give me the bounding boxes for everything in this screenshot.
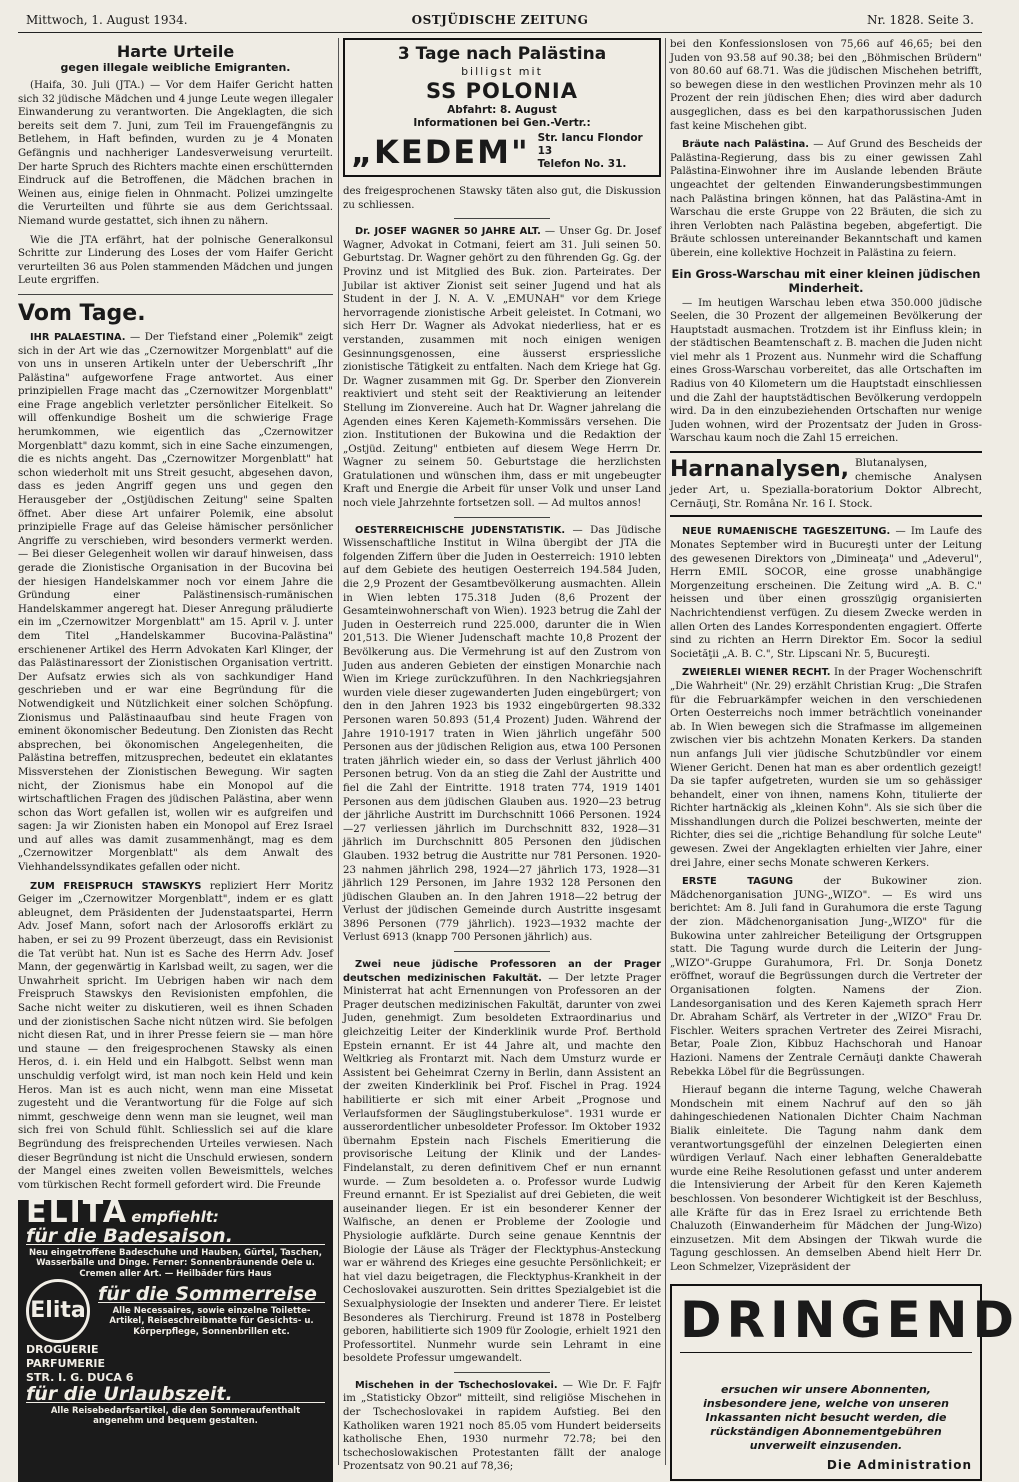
elita-slogan-urlaubszeit: für die Urlaubszeit. [26,1388,325,1403]
article-wiener-recht [670,666,982,870]
kedem-advertisement [343,38,661,177]
article-gross-warschau-title: Ein Gross-Warschau mit einer kleinen jüdischen Minderheit. [671,266,981,295]
divider [454,1372,549,1373]
header-date: Mittwoch, 1. August 1934. [26,13,188,27]
article-freispruch-continued: des freigesprochenen Stawsky täten also gut, die Diskussion zu schliessen. [343,186,661,211]
article-wagner [343,225,661,510]
article-judenstatistik-text: — Das Jüdische Wissenschaftliche Institut in Wilna übergibt der JTA die folgenden Ziffern über die Juden in Oesterreich: 1910 lebten auf dem Gebiete des heutigen Oesterreich 194.584 Juden, die 2,9 Prozent der Gesamtbevölkerung ausmachten. Allein in Wien lebten 175.318 Juden (8,6 Prozent der Gesamteinwohnerschaft von Wien). 1923 betrug die Zahl der Juden in Oesterreich rund 225.000, darunter die in Wien 201,513. Die Wiener Judenschaft machte 10,8 Prozent der Bevölkerung aus. Die Vermehrung ist auf den Zustrom von Juden aus anderen Gebieten der einstigen Monarchie nach Wien im Kriege zurückzuführen. In den Nachkriegsjahren wurden viele dieser zugewanderten Juden eingebürgert; von den in den Jahren 1923 bis 1932 eingebürgerten 98.332 Personen waren 50.893 (51,4 Prozent) Juden. Während der Jahre 1910-1917 traten in Wien jährlich ungefähr 500 Personen aus der jüdischen Religion aus, etwa 100 Personen traten jährlich wieder ein, so dass der Verlust jährlich 400 Personen betrug. Von da an stieg die Zahl der Austritte und fiel die Zahl der Eintritte. 1918 traten 774, 1919 1401 Personen aus dem jüdischen Glauben aus. 1920—23 betrug der jährliche Austritt im Durchschnitt 1066 Personen. 1924—27 verliessen jährlich im Durchschnitt 832, 1928—31 jährlich im Durchschnitt 805 Personen den jüdischen Glauben. 1932 betrug die Austritte nur 781 Personen. 1920-23 nahmen jährlich 298, 1924—27 jährlich 173, 1928—31 jährlich 129 Personen, im Jahre 1932 128 Personen den jüdischen Glauben an. In den Jahren 1918—22 betrug der Verlust der jüdischen Gemeinde durch Austritte insgesamt 3896 Personen (779 jährlich). 1923—1932 machte der Verlust 6913 (knapp 700 Personen jährlich) aus. [343,524,661,944]
elita-empfiehlt: empfiehlt: [131,1208,219,1227]
article-harte-urteile-title: Harte Urteile [116,42,235,61]
kedem-departure: Abfahrt: 8. August [447,104,557,116]
article-freispruch-keyword: ZUM FREISPRUCH STAWSKYS [30,880,202,892]
article-judenstatistik [343,524,661,945]
article-freispruch-text: repliziert Herr Moritz Geiger im „Czernowitzer Morgenblatt", indem er es glatt ableugnet, dem Präsidenten der Judenstaatspartei, Herrn Adv. Josef Mann, sofort nach der Arlosoroffs erklärt zu haben, er sei zu 99 Prozent überzeugt, dass ein Revisionist die Tat verübt hat. Nun ist es Sache des Herrn Adv. Josef Mann, der gegenwärtig in Karlsbad weilt, zu sagen, wer die Unwahrheit spricht. Im Uebrigen haben wir nach dem Freispruch Stawskys den Revisionisten empfohlen, die Sache nicht weiter zu diskutieren, weil es ihnen Schaden und der zionistischen Sache nicht nützen wird. Sie befolgen nicht diesen Rat, und in ihrer Presse feiern sie — man höre und staune — den freigesprochenen Stawsky als einen Heros, d. i. ein Held und ein Halbgott. Selbst wenn man unschuldig verfolgt wird, ist man noch kein Held und kein Heros. Man ist es auch nicht, wenn man eine Missetat zugesteht und die Verantwortung für die Folge auf sich nimmt, geschweige denn wenn man sie leugnet, weil man sich frei von Schuld fühlt. Schliesslich sei auf die klare Begründung des freisprechenden Urteiles verwiesen. Nach dieser Begründung ist nicht die Unschuld erwiesen, sondern der Mangel eines zweiten vollen Beweismittels, welches vom türkischen Recht formell gefordert wird. Die Freunde [18,880,333,1191]
elita-slogan-badesaison: für die Badesaison. [26,1230,325,1245]
article-wagner-text: — Unser Gg. Dr. Josef Wagner, Advokat in Cotmani, feiert am 31. Juli seinen 50. Geburtstag. Dr. Wagner gehört zu den führenden Gg. Gg. der Provinz und ist Mitglied des Buk. zion. Parteirates. Der Jubilar ist aktiver Zionist seit seiner Jugend und hat als Student in der J. N. A. V. „EMUNAH" vor dem Kriege hervorragende zionistische Arbeit geleistet. In Cotmani, wo sich Herr Dr. Wagner als Advokat niederliess, hat er es verstanden, zusammen mit noch einigen wenigen Gesinnungsgenossen, eine äusserst erspriessliche zionistische Tätigkeit zu entfalten. Nach dem Kriege hat Gg. Dr. Wagner zusammen mit Gg. Dr. Sperber den Zionverein reaktiviert und steht seit der Reaktivierung an leitender Stellung im Zionvereine. Auch hat Dr. Wagner jahrelang die Agenden eines Keren Kajemeth-Kommissärs versehen. Die zion. Institutionen der Bukowina und die Redaktion der „Ostjüd. Zeitung" entbieten auf diesem Wege Herrn Dr. Wagner zu seinem 50. Geburtstage die herzlichsten Gratulationen und wünschen ihm, dass er mit ungebeugter Kraft und Energie die Arbeit für unser Volk und unser Land noch viele Jahrzehnte fortsetzen soll. — Ad multos annos! [343,226,661,510]
column-2 [343,38,661,1473]
column-rule-1 [338,38,339,1465]
kedem-address: Str. Iancu Flondor 13 [537,132,643,157]
kedem-ship-name: SS POLONIA [426,79,578,103]
elita-text-3: Alle Reisebedarfsartikel, die den Sommeraufenthalt angenehm und bequem gestalten. [50,1405,301,1427]
article-tageszeitung [670,525,982,661]
harnanalysen-heading: Harnanalysen, [670,457,850,483]
article-judenstatistik-keyword: OESTERREICHISCHE JUDENSTATISTIK. [355,524,566,536]
dringend-title: DRINGEND [680,1292,972,1353]
dringend-notice [670,1284,1019,1481]
article-professoren-text: — Der letzte Prager Ministerrat hat acht Ernennungen von Professoren an der Prager deutschen medizinischen Fakultät, darunter von zwei Juden, genehmigt. Zum besoldeten Extraordinarius und gleichzeitig Leiter der Kinderklinik wurde Prof. Berthold Epstein ernannt. Er ist 44 Jahre alt, und machte den Weltkrieg als Frontarzt mit. Nach dem Umsturz wurde er Assistent bei Geheimrat Czerny in Berlin, dann Assistent an der zweiten Kinderklinik bei Prof. Fischel in Prag. 1924 habilitierte er sich mit einer Arbeit „Prognose und Verlaufsformen der Säuglingstuberkulose". 1931 wurde er ausserordentlicher unbesoldeter Professor. Im Oktober 1932 übernahm Epstein nach Fischels Emeritierung die provisorische Leitung der Klinik und der Landes-Findelanstalt, zu deren definitivem Chef er nun ernannt wurde. — Zum besoldeten a. o. Professor wurde Ludwig Freund ernannt. Er ist Spezialist auf drei Gebieten, die weit auseinander liegen. Er ist ein besonderer Kenner der Walfische, an denen er Probleme der Zoologie und Physiologie aufklärte. Durch seine genaue Kenntnis der Biologie der Läuse als Träger der Flecktyphus-Ansteckung war er während des Krieges eine gesuchte Persönlichkeit; er hat viel dazu beigetragen, die Flecktyphus-Krankheit in der Cechoslovakei auszurotten. Sein drittes Spezialgebiet ist die Sexualphysiologie der Insekten und anderer Tiere. Er leistet Besonderes als Tierchirurg. Freund ist 1878 in Postelberg geboren, habilitierte sich 1909 für Zoologie, erhielt 1921 den Professortitel. Nunmehr wurde sein Lehramt in eine besoldete Professur umgewandelt. [343,972,661,1365]
article-erste-tagung-text: der Bukowiner zion. Mädchenorganisation JUNG-„WIZO". — Es wird uns berichtet: Am 8. Juli fand in Gurahumora die erste Tagung der zion. Mädchenorganisation Jung-„WIZO" für die Bukowina unter zahlreicher Beteiligung der Ortsgruppen statt. Die Tagung wurde durch die Leiterin der Jung-„WIZO"-Gruppe Gurahumora, Frl. Dr. Sonja Donetz eröffnet, worauf die Begrüssungen durch die Vertreter der Organisationen folgten. Namens der Zion. Landesorganisation und des Keren Kajemeth sprach Herr Dr. Abraham Schärf, als Vertreter in der „WIZO" Frau Dr. Fischler. Weiters sprachen Vertreter des Zeirei Misrachi, Betar, Poale Zion, Kibbuz Hachschorah und Hanoar Hazioni. Namens der Zentrale Cernăuţi dankte Chawerah Rebekka Löbel für die Begrüssungen. [670,876,983,1078]
article-erste-tagung [670,875,982,1079]
kedem-brand: „KEDEM" [351,132,530,171]
article-mischehen-continued: bei den Konfessionslosen von 75,66 auf 46,65; bei den Juden von 93.58 auf 90.38; bei den „Böhmischen Brüdern" von 80.60 auf 68.71. Was die jüdischen Mischehen betrifft, so bewegen diese in den westlichen Provinzen mehr als 10 Prozent der rein jüdischen Ehen; dies wird aber dadurch ausgeglichen, dass es bei den karpathorussischen Juden fast keine Mischehen gibt. [670,39,982,132]
article-ihr-palaestina [18,331,333,875]
article-harte-urteile-subtitle: gegen illegale weibliche Emigranten. [60,61,291,74]
article-professoren-title: Zwei neue jüdische Professoren an der Prager deutschen medizinischen Fakultät. [343,959,661,984]
page-header [18,10,982,33]
divider [454,951,549,952]
article-braeute-text: — Auf Grund des Bescheids der Palästina-Regierung, dass bis zu einer gewissen Zahl Palästina-Einwohner ihre im Auslande lebenden Bräute ungeachtet der geltenden Einwanderungsbestimmungen nach Palästina bringen können, hat das Palästina-Amt in Warschau die erste Gruppe von 22 Bräuten, die sich zu ihren Verlobten nach Palästina begeben, abgefertigt. Die Bräute schlossen untereinander Bekanntschaft und kamen überein, eine kollektive Hochzeit in Palästina zu feiern. [670,139,982,259]
elita-advertisement [18,1195,333,1482]
kedem-info: Informationen bei Gen.-Vertr.: [413,117,591,129]
article-braeute [670,138,982,260]
kedem-phone: Telefon No. 31. [537,158,627,170]
article-mischehen-title: Mischehen in der Tschechoslovakei. [355,1379,558,1391]
elita-logo-icon: Elita [26,1279,90,1343]
elita-brand: ELITA [26,1195,129,1231]
article-freispruch-stawskys [18,880,333,1193]
header-issue-page: Nr. 1828. Seite 3. [866,13,974,27]
article-gross-warschau-text: — Im heutigen Warschau leben etwa 350.000 jüdische Seelen, die 30 Prozent der allgemeinen Bevölkerung der Hauptstadt ausmachen. Trotzdem ist ihr Einfluss klein; in der städtischen Beamtenschaft z. B. machen die Juden nicht viel mehr als 1 Prozent aus. Nunmehr wird die Schaffung eines Gross-Warschau vorbereitet, das alle Ortschaften im Radius von 40 Kilometern um die Hauptstadt einschliessen und die Zahl der hauptstädtischen Bevölkerung verdoppeln wird. Da in den einzubeziehenden Ortschaften nur wenige Juden wohnen, wird der Prozentsatz der Juden in Gross-Warschau kaum noch die Zahl 15 erreichen. [670,297,982,445]
article-professoren [343,958,661,1366]
article-wiener-recht-text: In der Prager Wochenschrift „Die Wahrheit" (Nr. 29) erzählt Christian Krug: „Die Strafen für die Februarkämpfer weichen in den verschiedenen Orten Oesterreichs noch immer beträchtlich voneinander ab. In Wien bewegen sich die Strafmasse im allgemeinen zwischen vier bis achtzehn Monaten Kerkers. Da standen nun anfangs Juli vier jüdische Schutzbündler vor einem Wiener Gericht. Denen hat man es aber ordentlich gezeigt! Da sie tapfer aufgetreten, wurden sie um so gehässiger behandelt, einer von ihnen, namens Kohn, titulierte der Richter hartnäckig als „kleinen Kohn". Als sie sich über die Misshandlungen durch die Polizei beschwerten, meinte der Richter, dies sei die „richtige Behandlung für solche Leute" gewesen. Zwei der Angeklagten erhielten vier Jahre, einer drei Jahre, einer sechs Monate schweren Kerkers. [670,667,982,869]
article-wagner-keyword: Dr. JOSEF WAGNER 50 JAHRE ALT. [355,226,541,238]
article-tageszeitung-keyword: NEUE RUMAENISCHE TAGESZEITUNG. [682,526,891,538]
dringend-message: ersuchen wir unsere Abonnenten, insbesondere jene, welche von unseren Inkassanten nicht besucht werden, die rückständigen Abonnementgebühren unverweilt einzusenden. [703,1383,949,1453]
article-ihr-palaestina-keyword: IHR PALAESTINA. [30,331,126,343]
elita-store-address: STR. I. G. DUCA 6 [26,1371,134,1384]
elita-logo-row [26,1279,325,1343]
article-mischehen [343,1379,661,1474]
divider [454,517,549,518]
elita-store-1: DROGUERIE [26,1343,99,1356]
kedem-billigst: billigst mit [461,65,543,78]
harnanalysen-advertisement [670,451,982,517]
article-erste-tagung-keyword: ERSTE TAGUNG [682,876,793,888]
rubric-vom-tage: Vom Tage. [18,300,146,326]
article-ihr-palaestina-text: — Der Tiefstand einer „Polemik" zeigt sich in der Art wie das „Czernowitzer Morgenblatt" auf die von uns in unseren Artikeln unter der Ueberschrift „Ihr Palästina" aufgeworfene Frage antwortet. Aus einer prinzipiellen Frage macht das „Czernowitzer Morgenblatt" eine Frage angeblich verletzter persönlicher Eitelkeit. So will offenkundige Bosheit um die schwierige Frage herumkommen, wie eigentlich das „Czernowitzer Morgenblatt" dazu kommt, sich in eine Sache einzumengen, die es nichts angeht. Das „Czernowitzer Morgenblatt" hat schon wiederholt mit uns Streit gesucht, abgesehen davon, dass es jeden Angriff gegen uns und gegen den Herausgeber der „Ostjüdischen Zeitung" seine Spalten öffnet. Aber diese Art unfairer Polemik, eine absolut prinzipielle Frage auf das Geleise hämischer persönlicher Angriffe zu verschieben, wird besonders vermerkt werden. — Bei dieser Gelegenheit wollen wir darauf hinweisen, dass gerade die Zionistische Organisation in der Bucovina bei der hiesigen Handelskammer noch vor einem Jahre die Gründung einer Palästinensisch-rumänischen Handelskammer angeregt hat. Dieser Anregung präludierte ein im „Czernowitzer Morgenblatt" am 15. April v. J. unter dem Titel „Handelskammer Bucovina-Palästina" erschienener Artikel des Herrn Advokaten Karl Klinger, der das Palästinaressort der Zionistischen Organisation vertritt. Der Aufsatz erwies sich als von sachkundiger Hand geschrieben und er war eine Begründung für die Notwendigkeit und Nützlichkeit einer solchen Schöpfung. Zionismus und Palästinaaufbau sind heute Fragen von eminent ökonomischer Bedeutung. Den Zionisten das Recht absprechen, bei ökonomischen Angelegenheiten, die Palästina betreffen, mitzusprechen, bedeutet ein eklatantes Missverstehen der Zionistischen Bewegung. Wir sagten nicht, der Zionismus habe ein Monopol auf die wirtschaftlichen Fragen des jüdischen Palästina, aber wenn schon das Wort gefallen ist, wollen wir es aufgreifen und sagen: Ja wir Zionisten haben ein Monopol auf Erez Israel und auf alles was damit zusammenhängt, mag es dem „Czernowitzer Morgenblatt" als dem Anwalt des Viehhandelssyndikates gefallen oder nicht. [18,331,333,874]
header-paper-name: OSTJÜDISCHE ZEITUNG [411,13,589,27]
article-harte-urteile-p2: Wie die JTA erfährt, hat der polnische Generalkonsul Schritte zur Linderung des Loses der vom Haifer Gericht verurteilten 36 aus Polen stammenden Mädchen und jungen Leute ergriffen. [18,234,333,287]
dringend-signature: Die Administration [826,1458,972,1473]
elita-text-2: Alle Necessaires, sowie einzelne Toilette-Artikel, Reiseschreibmatte für Gesichts- u. Körperpflege, Sonnenbrillen etc. [109,1305,314,1337]
article-mischehen-text: — Wie Dr. F. Fajfr im „Statisticky Obzor" mitteilt, sind religiöse Mischehen in der Tschechoslovakei in rapidem Aufstieg. Bei den Katholiken waren 1921 noch 85.05 vom Hundert beiderseits katholische Ehen, 1930 nurmehr 72.78; bei den tschechoslowakischen Protestanten fällt der analoge Prozentsatz von 90.21 auf 78,36; [343,1379,661,1473]
harnanalysen-text: Blutanalysen, chemische Analysen jeder Art, u. Spezialla-boratorium Doktor Albrecht, Cernăuţi, Str. Româna Nr. 16 I. Stock. [670,457,982,510]
article-wiener-recht-keyword: ZWEIERLEI WIENER RECHT. [682,667,831,679]
column-1 [18,38,333,1465]
elita-slogan-sommerreise: für die Sommerreise [98,1288,325,1303]
elita-store-2: PARFUMERIE [26,1357,106,1370]
elita-text-1: Neu eingetroffene Badeschuhe und Hauben, Gürtel, Taschen, Wasserbälle und Dinge. Ferner: Sonnenbräunende Oele u. Cremen aller Art. — Heilbäder fürs Haus [29,1247,322,1279]
article-erste-tagung-p2: Hierauf begann die interne Tagung, welche Chawerah Mondschein mit einem Nachruf auf den so jäh dahingeschiedenen Nationalen Dichter Chaim Nachman Bialik einleitete. Die Tagung nahm dank dem verantwortungsgefühl der einzelnen Delegierten einen würdigen Verlauf. Nach einer lebhaften Generaldebatte wurde eine Reihe Resolutionen gefasst und unter anderem die Intensivierung der Arbeit für den Keren Kajemeth beschlossen. Von besonderer Wichtigkeit ist der Beschluss, alle Kräfte für das in Erez Israel zu errichtende Beth Chaluzoth (Einwanderheim für Mädchen der Jung-Wizo) einzusetzen. Mit dem Absingen der Tikwah wurde die Tagung geschlossen. An demselben Abend hielt Herr Dr. Leon Schmelzer, Vizepräsident der [670,1085,982,1273]
column-3 [670,38,1019,1473]
article-harte-urteile-p1: (Haifa, 30. Juli (JTA.) — Vor dem Haifer Gericht hatten sich 32 jüdische Mädchen und 4 junge Leute wegen illegaler Einwanderung zu verantworten. Die Angeklagten, die sich bereits seit dem 7. Juni, zum Teil im Frauengefängnis zu Betlehem, in Haft befinden, wurden zu je 4 Monaten Gefängnis und nachheriger Landesverweisung verurteilt. Der harte Spruch des Richters machte einen erschütternden Eindruck auf die Betroffenen, die Mädchen brachen in Weinen aus, einige fielen in Ohnmacht. Polizei umzingelte die Verurteilten und führte sie aus dem Gerichtssaal. Niemand wurde gestattet, sich ihnen zu nähern. [18,80,333,227]
kedem-headline: 3 Tage nach Palästina [397,44,607,64]
article-braeute-title: Bräute nach Palästina. [682,139,810,151]
divider [454,218,549,219]
column-rule-2 [665,38,666,1465]
article-tageszeitung-text: — Im Laufe des Monates September wird in Bucureşti unter der Leitung des gewesenen Direktors von „Dimineaţa" und „Adeverul", Herrn EMIL SOCOR, eine grosse unabhängige Morgenzeitung erscheinen. Die Zeitung wird „A. B. C." heissen und über einen grosszügig organisierten Nachrichtendienst verfügen. Zu diesem Zwecke werden in allen Orten des Landes Korrespondenten engagiert. Offerte sind zu richten an Herrn Direktor Em. Socor la sediul Societăţii „A. B. C.", Str. Lipscani Nr. 5, Bucureşti. [670,526,982,660]
divider [18,294,333,295]
